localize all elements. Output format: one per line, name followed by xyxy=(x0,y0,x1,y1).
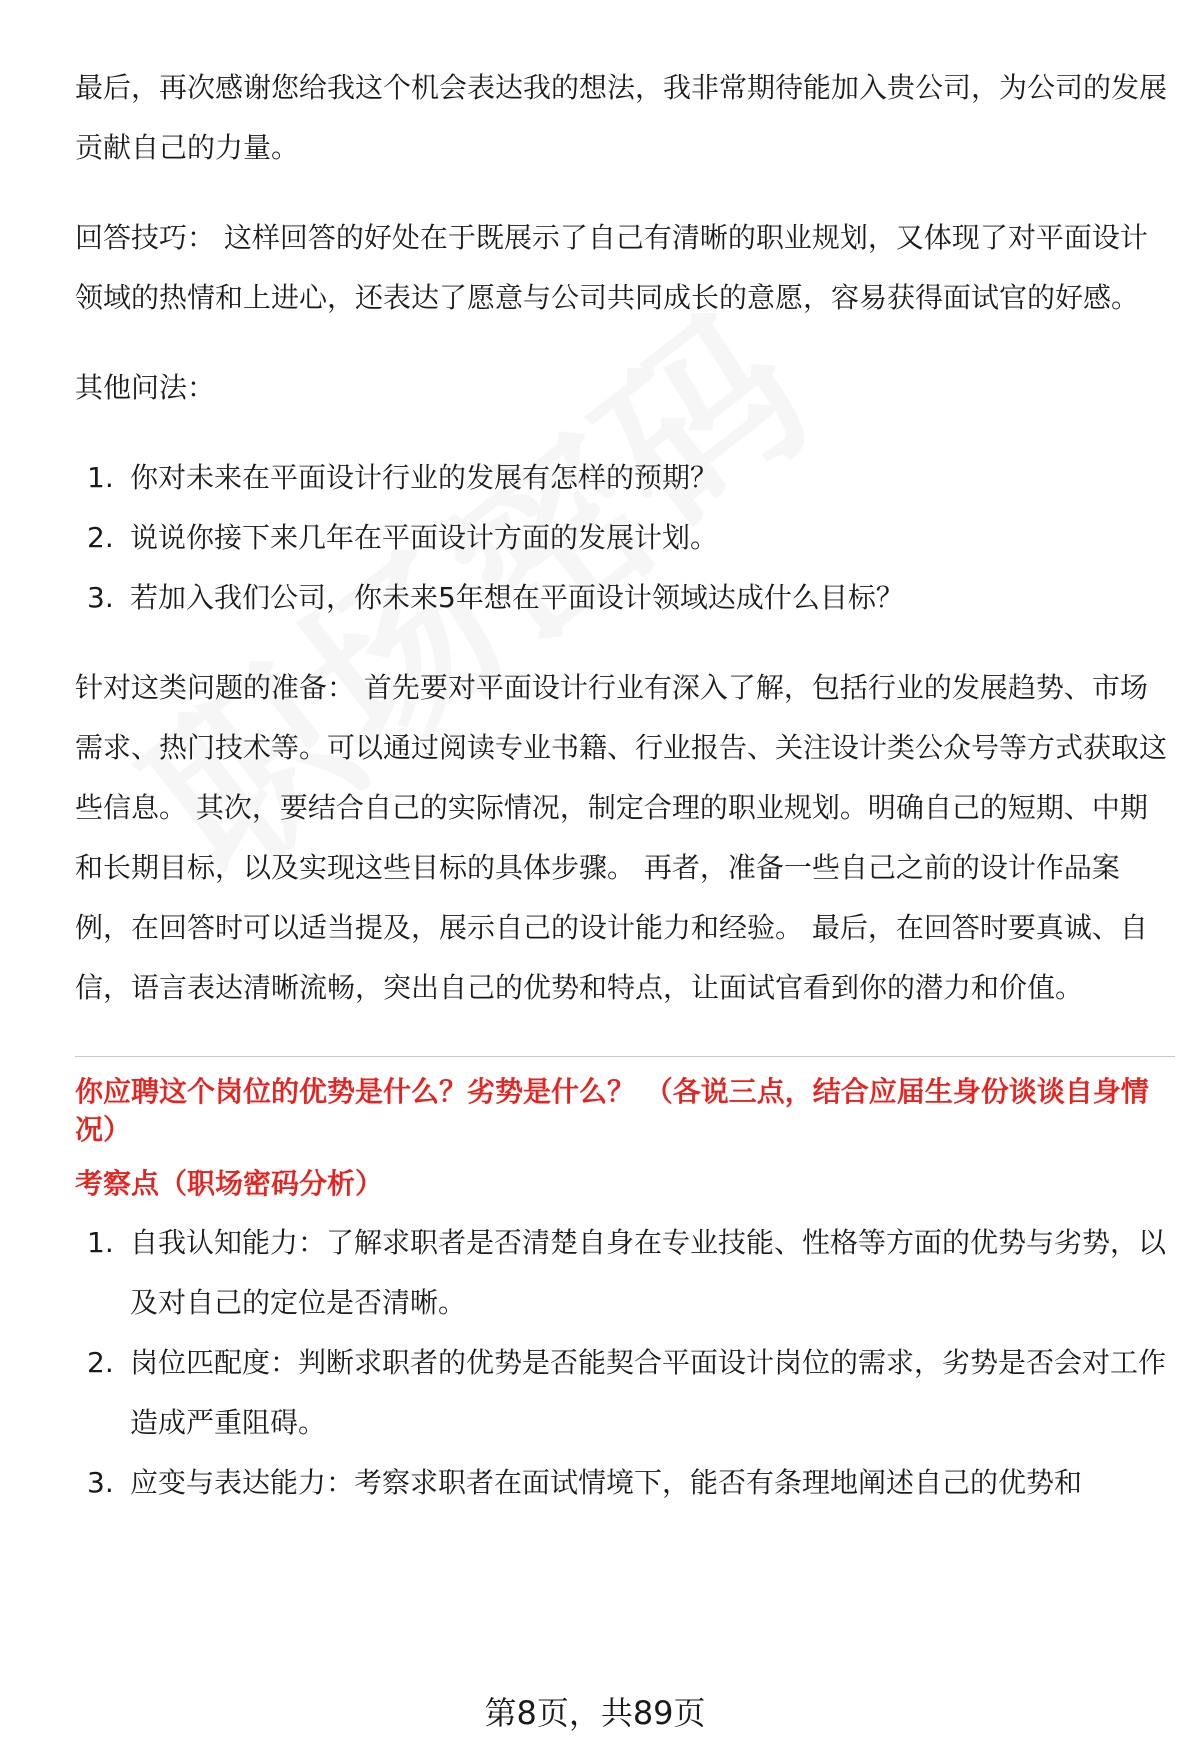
document-page xyxy=(75,58,1175,1513)
question-title: 你应聘这个岗位的优势是什么？劣势是什么？ （各说三点，结合应届生身份谈谈自身情况） xyxy=(75,1075,1149,1146)
closing-paragraph: 最后，再次感谢您给我这个机会表达我的想法，我非常期待能加入贵公司，为公司的发展贡献自己的力量。 xyxy=(75,71,1168,164)
other-questions-label: 其他问法： xyxy=(75,371,216,404)
section-divider xyxy=(75,1056,1175,1057)
page-number-footer: 第8页，共89页 xyxy=(484,1694,706,1732)
answer-tip-paragraph: 回答技巧： 这样回答的好处在于既展示了自己有清晰的职业规划，又体现了对平面设计领域的热情和上进心，还表达了愿意与公司共同成长的意愿，容易获得面试官的好感。 xyxy=(75,221,1148,314)
list-item: 3. 应变与表达能力：考察求职者在面试情境下，能否有条理地阐述自己的优势和 xyxy=(87,1466,1083,1499)
list-item: 1. 自我认知能力：了解求职者是否清楚自身在专业技能、性格等方面的优势与劣势，以及对自己的定位是否清晰。 xyxy=(87,1226,1167,1319)
exam-points-list xyxy=(75,1213,1175,1513)
other-questions-list xyxy=(75,448,1175,628)
exam-points-heading: 考察点（职场密码分析） xyxy=(75,1167,384,1200)
preparation-paragraph: 针对这类问题的准备： 首先要对平面设计行业有深入了解，包括行业的发展趋势、市场需求、热门技术等。可以通过阅读专业书籍、行业报告、关注设计类公众号等方式获取这些信息。 其次，要结合自己的实际情况，制定合理的职业规划。明确自己的短期、中期和长期目标，以及实现这些目标的具体步骤。 再者，准备一些自己之前的设计作品案例，在回答时可以适当提及，展示自己的设计能力和经验。 最后，在回答时要真诚、自信，语言表达清晰流畅，突出自己的优势和特点，让面试官看到你的潜力和价值。 xyxy=(75,671,1168,1004)
list-item: 1. 你对未来在平面设计行业的发展有怎样的预期？ xyxy=(87,461,719,494)
list-item: 3. 若加入我们公司，你未来5年想在平面设计领域达成什么目标？ xyxy=(87,581,904,614)
list-item: 2. 岗位匹配度：判断求职者的优势是否能契合平面设计岗位的需求，劣势是否会对工作造成严重阻碍。 xyxy=(87,1346,1167,1439)
list-item: 2. 说说你接下来几年在平面设计方面的发展计划。 xyxy=(87,521,719,554)
